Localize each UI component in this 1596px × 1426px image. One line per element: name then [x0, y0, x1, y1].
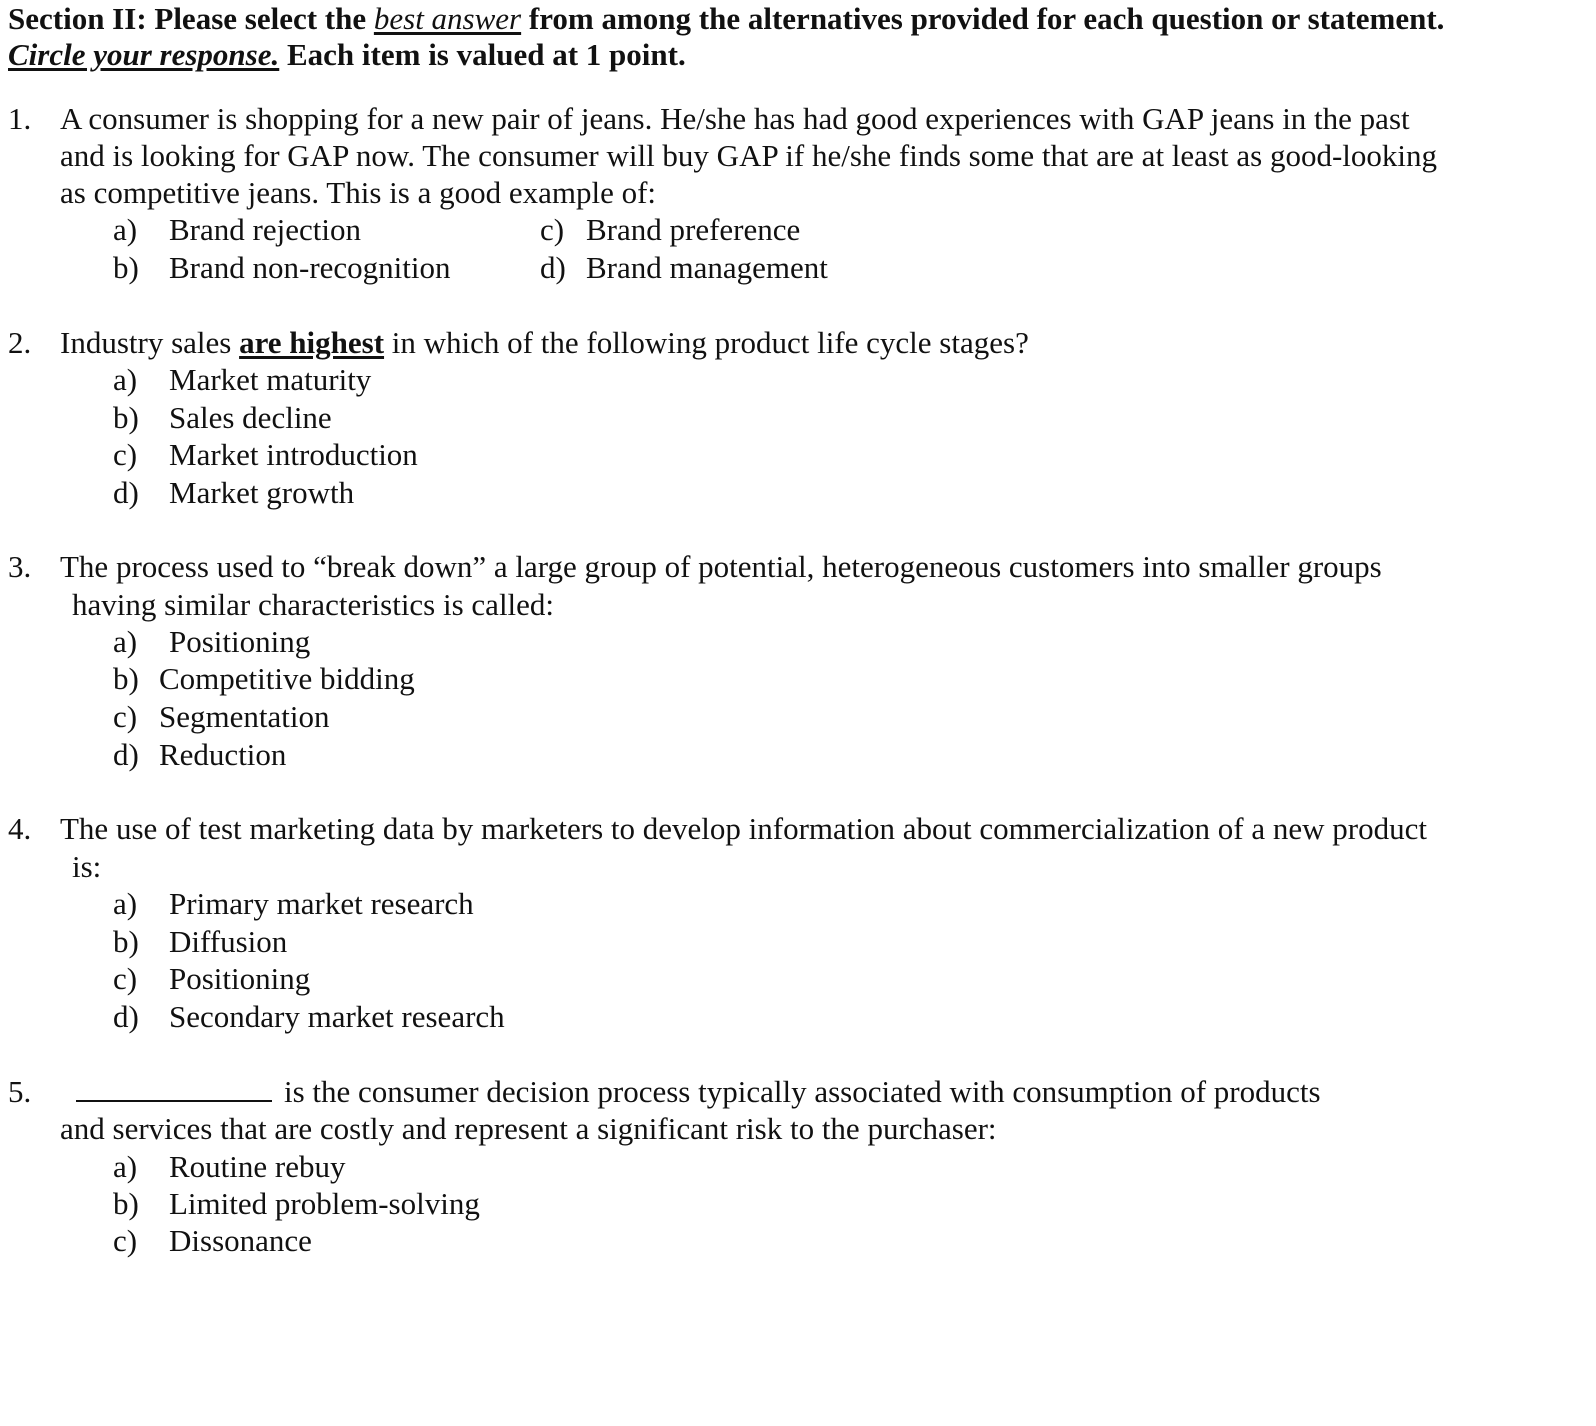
- answer-option[interactable]: [540, 211, 800, 248]
- question-number: 1.: [8, 101, 32, 136]
- option-text: Segmentation: [159, 699, 330, 734]
- option-label: d): [113, 999, 139, 1034]
- option-text: Market growth: [169, 475, 355, 510]
- section-header: [8, 0, 1444, 37]
- option-text: Positioning: [169, 961, 311, 996]
- header-text: from among the alternatives provided for each question or statement.: [521, 1, 1445, 36]
- option-label: a): [113, 362, 138, 397]
- answer-option[interactable]: [540, 249, 828, 286]
- fill-in-blank[interactable]: [76, 1074, 272, 1102]
- option-label: c): [113, 961, 138, 996]
- option-text: Competitive bidding: [159, 661, 415, 696]
- answer-option[interactable]: [113, 660, 415, 697]
- answer-option[interactable]: [113, 1222, 312, 1259]
- answer-option[interactable]: [113, 211, 361, 248]
- option-text: Brand rejection: [169, 212, 361, 247]
- question-text-line: A consumer is shopping for a new pair of jeans. He/she has had good experiences with GAP jeans in the past: [60, 101, 1410, 136]
- question-text: in which of the following product life cycle stages?: [384, 325, 1029, 360]
- option-text: Sales decline: [169, 400, 332, 435]
- option-text: Reduction: [159, 737, 287, 772]
- answer-option[interactable]: [113, 474, 354, 511]
- question-text: Industry sales: [60, 325, 240, 360]
- question-emphasis: are highest: [239, 325, 385, 360]
- question-text-line: The process used to “break down” a large group of potential, heterogeneous customers into smaller groups: [60, 549, 1382, 584]
- question-number: 2.: [8, 325, 32, 360]
- question-text-line: and is looking for GAP now. The consumer will buy GAP if he/she finds some that are at least as good-looking: [60, 138, 1437, 173]
- option-text: Market maturity: [169, 362, 372, 397]
- option-text: Secondary market research: [169, 999, 505, 1034]
- answer-option[interactable]: [113, 998, 505, 1035]
- option-label: b): [113, 250, 139, 285]
- question-text-line: having similar characteristics is called:: [72, 587, 555, 622]
- question-text-line: [60, 324, 1029, 361]
- answer-option[interactable]: [113, 399, 332, 436]
- option-label: d): [113, 475, 139, 510]
- answer-option[interactable]: [113, 1148, 346, 1185]
- header-emphasis-circle: Circle your response.: [8, 37, 280, 72]
- option-text: Dissonance: [169, 1223, 312, 1258]
- header-text: Section II: Please select the: [8, 1, 374, 36]
- option-label: d): [540, 250, 566, 285]
- question-text-line: and services that are costly and represent a significant risk to the purchaser:: [60, 1111, 997, 1146]
- answer-option[interactable]: [113, 361, 371, 398]
- question-number: 4.: [8, 811, 32, 846]
- answer-option[interactable]: [113, 623, 310, 660]
- question-text-line: is:: [72, 849, 102, 884]
- option-label: b): [113, 400, 139, 435]
- option-label: d): [113, 737, 139, 772]
- question-number: 3.: [8, 549, 32, 584]
- option-label: a): [113, 212, 138, 247]
- section-instructions: [8, 36, 686, 73]
- option-label: c): [540, 212, 565, 247]
- option-text: Diffusion: [169, 924, 288, 959]
- question-text-line: as competitive jeans. This is a good example of:: [60, 175, 657, 210]
- answer-option[interactable]: [113, 960, 310, 997]
- answer-option[interactable]: [113, 698, 329, 735]
- option-label: b): [113, 661, 139, 696]
- option-label: b): [113, 924, 139, 959]
- answer-option[interactable]: [113, 736, 286, 773]
- option-label: a): [113, 624, 138, 659]
- answer-option[interactable]: [113, 249, 451, 286]
- option-label: a): [113, 1149, 138, 1184]
- question-text: is the consumer decision process typically associated with consumption of products: [284, 1074, 1321, 1109]
- option-label: a): [113, 886, 138, 921]
- answer-option[interactable]: [113, 923, 287, 960]
- option-text: Brand management: [586, 250, 828, 285]
- option-label: b): [113, 1186, 139, 1221]
- question-text-line: The use of test marketing data by marketers to develop information about commercialization of a new product: [60, 811, 1427, 846]
- option-text: Limited problem-solving: [169, 1186, 480, 1221]
- option-label: c): [113, 1223, 138, 1258]
- answer-option[interactable]: [113, 885, 474, 922]
- answer-option[interactable]: [113, 436, 418, 473]
- option-text: Brand non-recognition: [169, 250, 451, 285]
- option-text: Routine rebuy: [169, 1149, 346, 1184]
- option-text: Positioning: [169, 624, 311, 659]
- option-label: c): [113, 699, 138, 734]
- option-text: Market introduction: [169, 437, 418, 472]
- header-emphasis-best-answer: best answer: [373, 1, 522, 36]
- option-text: Primary market research: [169, 886, 474, 921]
- answer-option[interactable]: [113, 1185, 480, 1222]
- question-number: 5.: [8, 1074, 32, 1109]
- option-text: Brand preference: [586, 212, 801, 247]
- header-text: Each item is valued at 1 point.: [279, 37, 686, 72]
- option-label: c): [113, 437, 138, 472]
- question-text-line: [76, 1073, 1321, 1110]
